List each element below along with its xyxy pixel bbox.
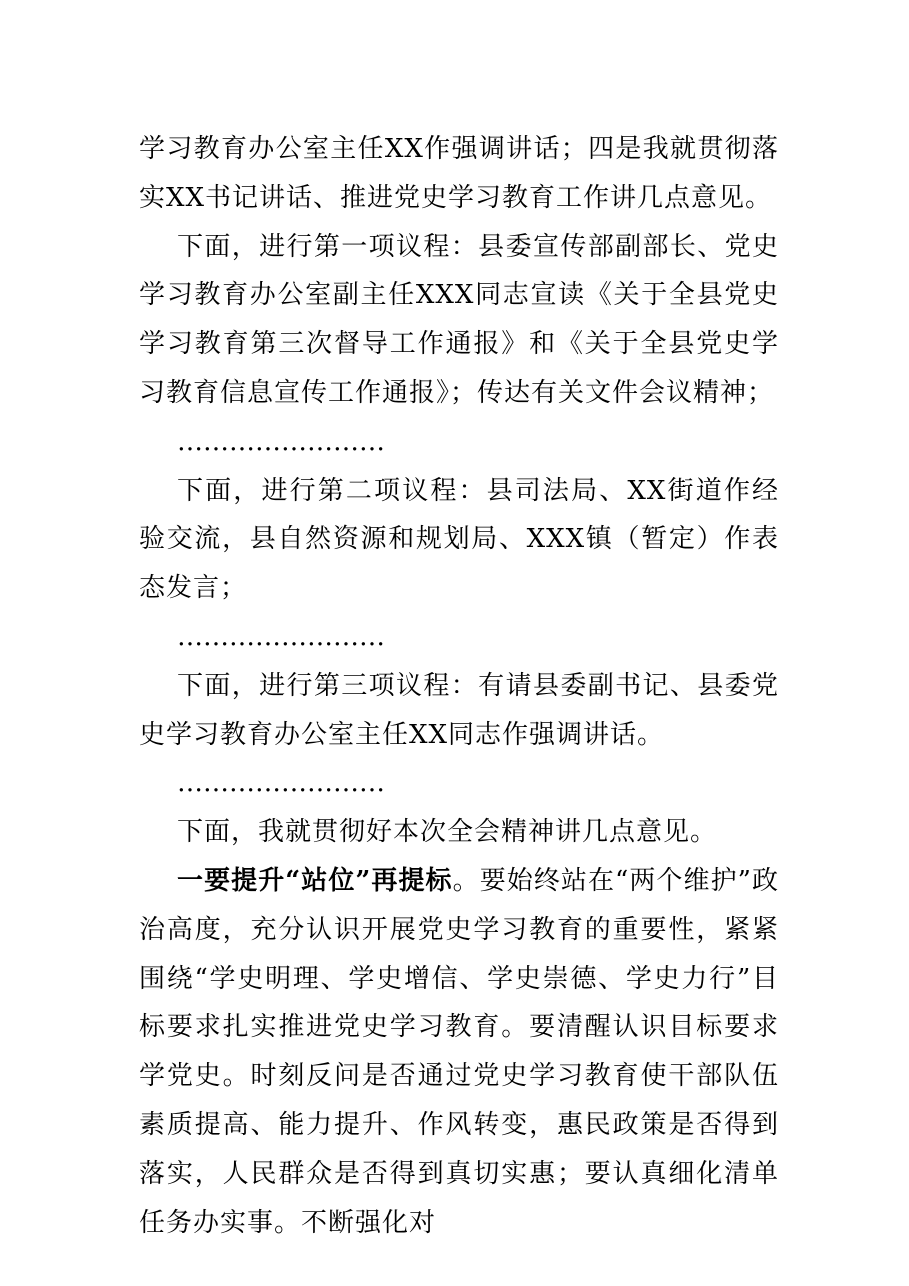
paragraph-agenda-item-1: 下面，进行第一项议程：县委宣传部副部长、党史学习教育办公室副主任XXX同志宣读《关于全县党史学习教育第三次督导工作通报》和《关于全县党史学习教育信息宣传工作通报》；传达有关文件会议精神；	[139, 231, 779, 408]
paragraph-agenda-item-3: 下面，进行第三项议程：有请县委副书记、县委党史学习教育办公室主任XX同志作强调讲话。	[139, 670, 779, 750]
paragraph-point-one	[139, 857, 779, 1247]
point-one-body: 。要始终站在“两个维护”政治高度，充分认识开展党史学习教育的重要性，紧紧围绕“学史明理、学史增信、学史崇德、学史力行”目标要求扎实推进党史学习教育。要清醒认识目标要求学党史。时刻反问是否通过党史学习教育使干部队伍素质提高、能力提升、作风转变，惠民政策是否得到落实，人民群众是否得到真切实惠；要认真细化清单任务办实事。不断强化对	[139, 865, 779, 1238]
point-one-heading: 一要提升“站位”再提标	[177, 865, 453, 896]
ellipsis-separator: ……………………	[177, 621, 385, 652]
paragraph-continuation: 学习教育办公室主任XX作强调讲话；四是我就贯彻落实XX书记讲话、推进党史学习教育工作讲几点意见。	[139, 134, 779, 213]
document-body	[139, 125, 779, 1247]
ellipsis-separator: ……………………	[177, 426, 385, 457]
paragraph-agenda-item-2: 下面，进行第二项议程：县司法局、XX街道作经验交流，县自然资源和规划局、XXX镇（暂定）作表态发言；	[139, 475, 779, 604]
paragraph-opinions-intro: 下面，我就贯彻好本次全会精神讲几点意见。	[177, 817, 718, 848]
ellipsis-separator: ……………………	[177, 768, 385, 799]
